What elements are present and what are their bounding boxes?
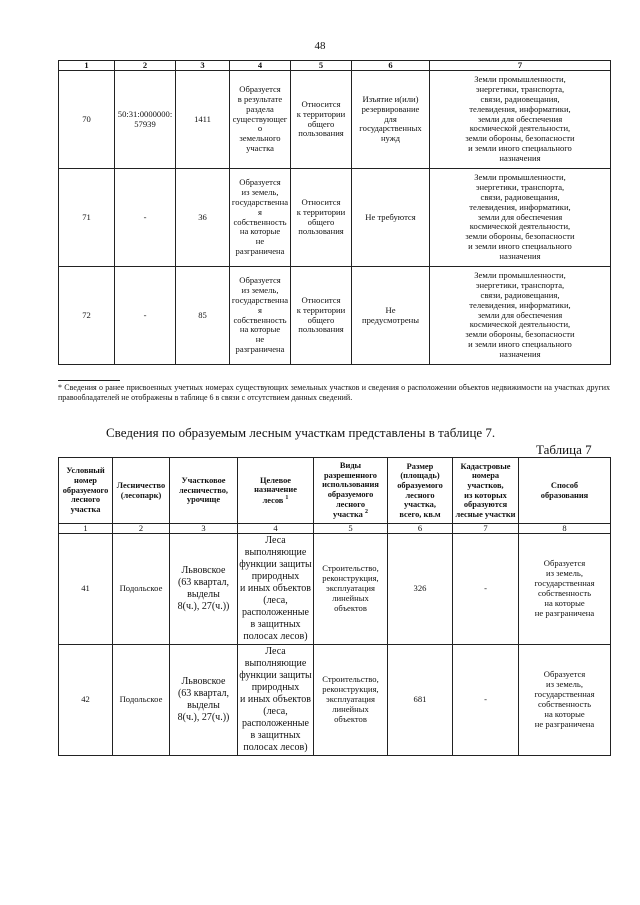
- seizure-info: Изъятие и(или) резервирование для государственных нужд: [352, 71, 430, 169]
- seizure-info: Не требуются: [352, 169, 430, 267]
- forest-purpose: Леса выполняющие функции защиты природных и иных объектов (леса, расположенные в защитных полосах лесов): [238, 645, 314, 756]
- table-7-header: [59, 458, 611, 524]
- header-cadastral-numbers: Кадастровые номера участков, из которых образуются лесные участки: [453, 458, 519, 524]
- header-plot-number: Условный номер образуемого лесного участка: [59, 458, 113, 524]
- forestry-name: Подольское: [113, 534, 170, 645]
- cadastral-number: -: [115, 169, 176, 267]
- page-number: 48: [314, 40, 326, 52]
- district-forestry: Львовское (63 квартал, выделы 8(ч.), 27(ч.)): [170, 534, 238, 645]
- table-row: [59, 169, 611, 267]
- area-value: 1411: [176, 71, 230, 169]
- forestry-name: Подольское: [113, 645, 170, 756]
- plot-number: 41: [59, 534, 113, 645]
- area-value: 681: [388, 645, 453, 756]
- header-permitted-use: Виды разрешенного использования образуемого лесного участка: [322, 461, 379, 520]
- section-heading: Сведения по образуемым лесным участкам представлены в таблице 7.: [106, 425, 496, 440]
- table-row: [59, 645, 611, 756]
- formation-method: Образуется из земель, государственная собственность на которые не разграничена: [230, 267, 291, 365]
- col-number: 1: [59, 61, 115, 71]
- plot-number: 42: [59, 645, 113, 756]
- header-forest-purpose-cell: [238, 458, 314, 524]
- col-number: 4: [230, 61, 291, 71]
- plot-number: 70: [59, 71, 115, 169]
- formation-method: Образуется из земель, государственная собственность на которые не разграничена: [519, 645, 611, 756]
- seizure-info: Не предусмотрены: [352, 267, 430, 365]
- header-formation-method: Способ образования: [519, 458, 611, 524]
- header-forestry: Лесничество (лесопарк): [113, 458, 170, 524]
- col-number: 1: [59, 524, 113, 534]
- col-number: 3: [170, 524, 238, 534]
- permitted-use: Строительство, реконструкция, эксплуатация линейных объектов: [314, 534, 388, 645]
- col-number: 4: [238, 524, 314, 534]
- table-row: [59, 267, 611, 365]
- col-number: 5: [314, 524, 388, 534]
- land-category: Земли промышленности, энергетики, транспорта, связи, радиовещания, телевидения, информатики, земли для обеспечения космической деятельности, земли обороны, безопасности и земли иного специального назначения: [430, 267, 611, 365]
- header-district-forestry: Участковое лесничество, урочище: [170, 458, 238, 524]
- formation-method: Образуется в результате раздела существующего земельного участка: [230, 71, 291, 169]
- plot-number: 72: [59, 267, 115, 365]
- col-number: 3: [176, 61, 230, 71]
- territory-status: Относится к территории общего пользования: [291, 267, 352, 365]
- territory-status: Относится к территории общего пользования: [291, 71, 352, 169]
- header-forest-purpose: Целевое назначение лесов: [254, 475, 297, 505]
- area-value: 326: [388, 534, 453, 645]
- table-6-column-numbers: [59, 61, 611, 71]
- territory-status: Относится к территории общего пользования: [291, 169, 352, 267]
- district-forestry: Львовское (63 квартал, выделы 8(ч.), 27(ч.)): [170, 645, 238, 756]
- cadastral-numbers: -: [453, 534, 519, 645]
- cadastral-number: -: [115, 267, 176, 365]
- cadastral-number: 50:31:0000000:57939: [115, 71, 176, 169]
- area-value: 36: [176, 169, 230, 267]
- col-number: 7: [453, 524, 519, 534]
- header-permitted-use-cell: [314, 458, 388, 524]
- col-number: 6: [388, 524, 453, 534]
- table-row: [59, 534, 611, 645]
- col-number: 7: [430, 61, 611, 71]
- header-area: Размер (площадь) образуемого лесного участка, всего, кв.м: [388, 458, 453, 524]
- footnote-divider: [58, 380, 120, 381]
- table-7: [58, 457, 611, 756]
- permitted-use: Строительство, реконструкция, эксплуатация линейных объектов: [314, 645, 388, 756]
- formation-method: Образуется из земель, государственная собственность на которые не разграничена: [519, 534, 611, 645]
- table-7-column-numbers: [59, 524, 611, 534]
- col-number: 6: [352, 61, 430, 71]
- col-number: 8: [519, 524, 611, 534]
- col-number: 5: [291, 61, 352, 71]
- table-row: [59, 71, 611, 169]
- col-number: 2: [115, 61, 176, 71]
- col-number: 2: [113, 524, 170, 534]
- land-category: Земли промышленности, энергетики, транспорта, связи, радиовещания, телевидения, информатики, земли для обеспечения космической деятельности, земли обороны, безопасности и земли иного специального назначения: [430, 71, 611, 169]
- land-category: Земли промышленности, энергетики, транспорта, связи, радиовещания, телевидения, информатики, земли для обеспечения космической деятельности, земли обороны, безопасности и земли иного специального назначения: [430, 169, 611, 267]
- table-caption: Таблица 7: [536, 442, 592, 457]
- plot-number: 71: [59, 169, 115, 267]
- footnote: * Сведения о ранее присвоенных учетных номерах существующих земельных участков и сведения о расположении объектов недвижимости на участках других правообладателей не отображены в таблице 6 в связи с отсутствием данных сведений.: [58, 383, 610, 403]
- footnote-marker: 2: [364, 509, 368, 516]
- forest-purpose: Леса выполняющие функции защиты природных и иных объектов (леса, расположенные в защитных полосах лесов): [238, 534, 314, 645]
- cadastral-numbers: -: [453, 645, 519, 756]
- formation-method: Образуется из земель, государственная собственность на которые не разграничена: [230, 169, 291, 267]
- area-value: 85: [176, 267, 230, 365]
- footnote-marker: 1: [285, 494, 289, 501]
- table-6: [58, 60, 611, 365]
